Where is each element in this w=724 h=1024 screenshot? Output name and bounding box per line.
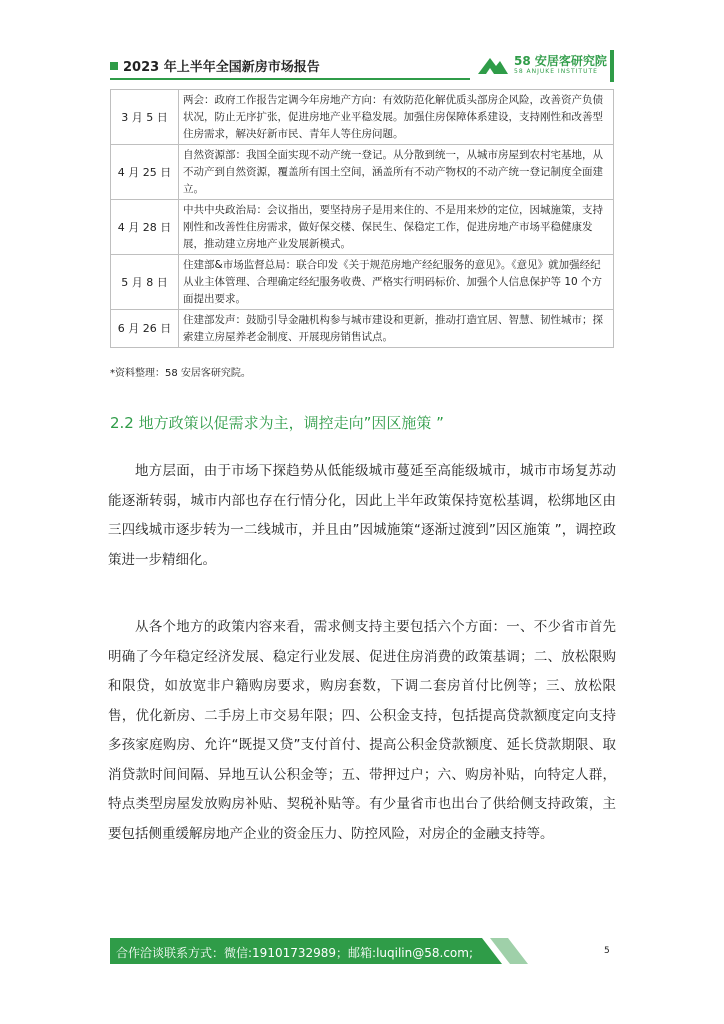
- title-bullet-icon: [110, 62, 118, 70]
- table-row: [111, 200, 614, 255]
- source-note: *资料整理：58 安居客研究院。: [110, 368, 251, 379]
- row-content: 自然资源部：我国全面实现不动产统一登记。从分散到统一，从城市房屋到农村宅基地，从不动产到自然资源，覆盖所有国土空间，涵盖所有不动产物权的不动产统一登记制度全面建立。: [179, 145, 614, 200]
- footer-contact: 合作洽谈联系方式：微信:19101732989；邮箱:luqilin@58.com;: [116, 946, 473, 960]
- page-number: 5: [604, 946, 610, 956]
- row-content: 中共中央政治局：会议指出，要坚持房子是用来住的、不是用来炒的定位，因城施策，支持刚性和改善性住房需求，做好保交楼、保民生、保稳定工作，促进房地产市场平稳健康发展，推动建立房地产业发展新模式。: [179, 200, 614, 255]
- logo-mountain-icon: [476, 52, 510, 76]
- row-date: 6 月 26 日: [111, 310, 179, 348]
- row-date: 5 月 8 日: [111, 255, 179, 310]
- institute-logo: [476, 50, 616, 82]
- row-date: 3 月 5 日: [111, 90, 179, 145]
- table-row: [111, 90, 614, 145]
- policy-table: [110, 89, 614, 348]
- page-header: [110, 50, 615, 84]
- row-date: 4 月 28 日: [111, 200, 179, 255]
- table-row: [111, 255, 614, 310]
- report-title-text: 2023 年上半年全国新房市场报告: [123, 60, 320, 75]
- row-content: 两会：政府工作报告定调今年房地产方向：有效防范化解优质头部房企风险，改善资产负债状况，防止无序扩张，促进房地产业平稳发展。加强住房保障体系建设，支持刚性和改善型住房需求，解决好新市民、青年人等住房问题。: [179, 90, 614, 145]
- logo-name: 58 安居客研究院: [514, 54, 607, 68]
- body-paragraph: 从各个地方的政策内容来看，需求侧支持主要包括六个方面：一、不少省市首先明确了今年稳定经济发展、稳定行业发展、促进住房消费的政策基调；二、放松限购和限贷，如放宽非户籍购房要求，购房套数，下调二套房首付比例等；三、放松限售，优化新房、二手房上市交易年限；四、公积金支持，包括提高贷款额度定向支持多孩家庭购房、允许“既提又贷”支付首付、提高公积金贷款额度、延长贷款期限、取消贷款时间间隔、异地互认公积金等；五、带押过户；六、购房补贴，向特定人群，特点类型房屋发放购房补贴、契税补贴等。有少量省市也出台了供给侧支持政策，主要包括侧重缓解房地产企业的资金压力、防控风险，对房企的金融支持等。: [108, 619, 616, 842]
- header-divider: [110, 78, 470, 80]
- logo-bar: [610, 50, 614, 82]
- section-heading: 2.2 地方政策以促需求为主，调控走向”因区施策 ”: [110, 414, 444, 432]
- footer-band: [110, 938, 615, 964]
- row-content: 住建部发声：鼓励引导金融机构参与城市建设和更新，推动打造宜居、智慧、韧性城市；探索建立房屋养老金制度、开展现房销售试点。: [179, 310, 614, 348]
- row-content: 住建部&市场监督总局：联合印发《关于规范房地产经纪服务的意见》。《意见》就加强经纪从业主体管理、合理确定经纪服务收费、严格实行明码标价、加强个人信息保护等 10 个方面提出要求。: [179, 255, 614, 310]
- row-date: 4 月 25 日: [111, 145, 179, 200]
- table-row: [111, 145, 614, 200]
- logo-subtitle: 58 ANJUKE INSTITUTE: [514, 68, 598, 75]
- table-row: [111, 310, 614, 348]
- body-paragraph: 地方层面，由于市场下探趋势从低能级城市蔓延至高能级城市，城市市场复苏动能逐渐转弱，城市内部也存在行情分化，因此上半年政策保持宽松基调，松绑地区由三四线城市逐步转为一二线城市，并且由”因城施策“逐渐过渡到”因区施策 ”，调控政策进一步精细化。: [108, 463, 616, 568]
- report-title: [110, 56, 320, 75]
